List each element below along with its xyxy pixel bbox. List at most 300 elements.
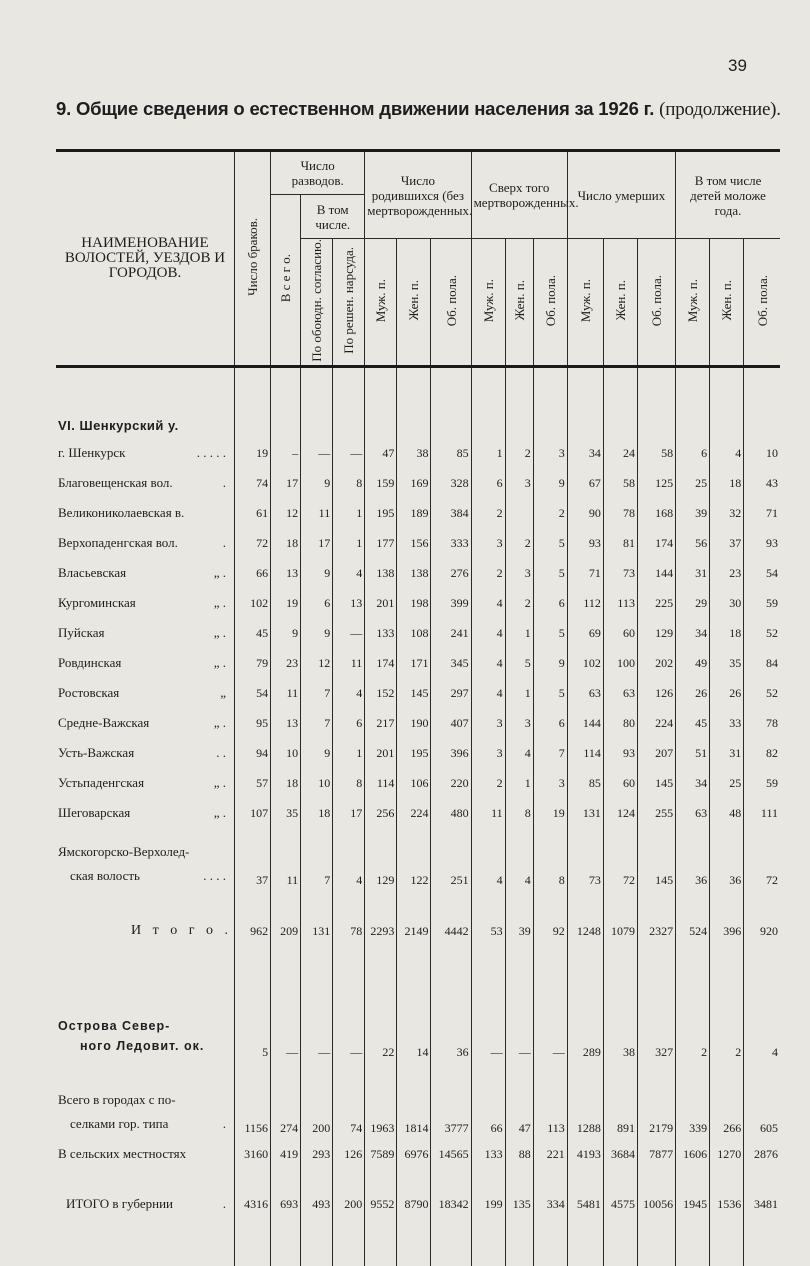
cell-value: 48 (710, 798, 744, 828)
cell-value: 962 (234, 888, 270, 974)
cell-value: 339 (676, 1060, 710, 1136)
cell-value: 34 (676, 768, 710, 798)
header-divorces-incl: В том числе. (301, 195, 365, 239)
row-label: ИТОГО в губернии (66, 1196, 174, 1212)
cell-value: 174 (637, 528, 675, 558)
cell-value: 126 (637, 678, 675, 708)
cell-value: 11 (471, 798, 505, 828)
cell-value: 1 (505, 768, 533, 798)
table-row (56, 708, 780, 738)
table-row (56, 618, 780, 648)
cell-value: 47 (365, 438, 397, 468)
cell-value: 4 (710, 438, 744, 468)
cell-value: 4193 (567, 1136, 603, 1172)
cell-value: — (271, 974, 301, 1060)
cell-value: 6 (471, 468, 505, 498)
cell-value: 131 (301, 888, 333, 974)
cell-value: 209 (271, 888, 301, 974)
cell-value: 4 (471, 648, 505, 678)
cell-value: 56 (676, 528, 710, 558)
cell-value: 145 (397, 678, 431, 708)
cell-value: 399 (431, 588, 471, 618)
header-deaths: Число умерших (567, 151, 675, 239)
cell-value: 7 (533, 738, 567, 768)
header-births-both: Об. пола. (431, 239, 471, 367)
cell-value: 36 (676, 828, 710, 888)
cell-value: 274 (271, 1060, 301, 1136)
cell-value: 45 (676, 708, 710, 738)
cell-value: 224 (397, 798, 431, 828)
title-main: 9. Общие сведения о естественном движении населения за 1926 г. (56, 98, 655, 119)
cell-value: 3 (505, 468, 533, 498)
title-suffix: (продолжение). (659, 99, 781, 120)
row-dots: „ . (213, 595, 226, 611)
cell-value: 195 (365, 498, 397, 528)
header-stillbirths: Сверх того мертворожденных. (471, 151, 567, 239)
header-infants-female: Жен. п. (710, 239, 744, 367)
header-divorces-total: В с е г о. (271, 195, 301, 367)
row-name (56, 438, 234, 468)
cell-value: 13 (271, 558, 301, 588)
cell-value: 9 (301, 468, 333, 498)
cell-value: 7877 (637, 1136, 675, 1172)
cell-value: 13 (333, 588, 365, 618)
row-name (56, 974, 234, 1060)
cell-value: 1814 (397, 1060, 431, 1136)
cell-value: 1 (505, 618, 533, 648)
cell-value: 5 (533, 678, 567, 708)
cell-value: 1270 (710, 1136, 744, 1172)
table-row (56, 558, 780, 588)
row-label: Благовещенская вол. (58, 475, 173, 491)
cell-value: 5481 (567, 1172, 603, 1236)
cell-value: 11 (271, 828, 301, 888)
cell-value: 7 (301, 708, 333, 738)
cell-value: 693 (271, 1172, 301, 1236)
cell-value: 45 (234, 618, 270, 648)
cell-value: 224 (637, 708, 675, 738)
cell-value: — (301, 438, 333, 468)
cell-value: 14 (397, 974, 431, 1060)
cell-value: 4575 (603, 1172, 637, 1236)
header-divorces-mutual: По обоюдн. согласию. (301, 239, 333, 367)
cell-value: 169 (397, 468, 431, 498)
cell-value: 1945 (676, 1172, 710, 1236)
cell-value: 63 (676, 798, 710, 828)
table-body (56, 366, 780, 1266)
cell-value: 2293 (365, 888, 397, 974)
cell-value: — (505, 974, 533, 1060)
cell-value: 1 (471, 438, 505, 468)
cell-value: 3 (533, 438, 567, 468)
cell-value: 334 (533, 1172, 567, 1236)
cell-value: 920 (744, 888, 780, 974)
cell-value: 63 (603, 678, 637, 708)
cell-value: 22 (365, 974, 397, 1060)
cell-value: 25 (710, 768, 744, 798)
row-label: ская волость . . . . (70, 868, 226, 884)
cell-value: 407 (431, 708, 471, 738)
cell-value: 19 (533, 798, 567, 828)
cell-value: 111 (744, 798, 780, 828)
table-row (56, 498, 780, 528)
cell-value: 88 (505, 1136, 533, 1172)
row-name (56, 798, 234, 828)
cell-value: 251 (431, 828, 471, 888)
cell-value: 4 (505, 738, 533, 768)
cell-value: 241 (431, 618, 471, 648)
cell-value: 4 (471, 678, 505, 708)
cell-value: 54 (744, 558, 780, 588)
cell-value: 72 (603, 828, 637, 888)
total-row (56, 888, 780, 974)
row-dots: . (222, 475, 226, 491)
cell-value: 4 (505, 828, 533, 888)
cell-value: 7 (301, 678, 333, 708)
cell-value: 190 (397, 708, 431, 738)
cell-value: 289 (567, 974, 603, 1060)
cell-value: 396 (431, 738, 471, 768)
cell-value: 61 (234, 498, 270, 528)
cell-value: 7589 (365, 1136, 397, 1172)
cell-value: 30 (710, 588, 744, 618)
cell-value: 524 (676, 888, 710, 974)
cell-value: 81 (603, 528, 637, 558)
row-dots: „ . (213, 565, 226, 581)
cell-value: 135 (505, 1172, 533, 1236)
cell-value: 493 (301, 1172, 333, 1236)
cell-value: 4 (744, 974, 780, 1060)
cell-value: 9 (533, 468, 567, 498)
cell-value: 152 (365, 678, 397, 708)
cell-value: 32 (710, 498, 744, 528)
cell-value: 54 (234, 678, 270, 708)
cell-value: 2 (505, 528, 533, 558)
table-row (56, 648, 780, 678)
cell-value: 79 (234, 648, 270, 678)
cell-value: 4 (471, 588, 505, 618)
table-row (56, 798, 780, 828)
row-dots: „ . (213, 805, 226, 821)
cell-value: 199 (471, 1172, 505, 1236)
table-row (56, 438, 780, 468)
cell-value: 18 (271, 768, 301, 798)
cell-value: 17 (333, 798, 365, 828)
row-label: В сельских местностях (58, 1146, 187, 1162)
cell-value: 94 (234, 738, 270, 768)
cell-value: 37 (234, 828, 270, 888)
cell-value: 29 (676, 588, 710, 618)
cell-value: 129 (637, 618, 675, 648)
cities-row (56, 1060, 780, 1136)
row-name (56, 738, 234, 768)
row-name (56, 1136, 234, 1172)
cell-value: 38 (397, 438, 431, 468)
cell-value: 59 (744, 588, 780, 618)
cell-value: 126 (333, 1136, 365, 1172)
cell-value: 82 (744, 738, 780, 768)
cell-value: 4 (333, 558, 365, 588)
cell-value: 5 (533, 618, 567, 648)
cell-value: 129 (365, 828, 397, 888)
cell-value: 2 (471, 558, 505, 588)
cell-value: 73 (603, 558, 637, 588)
cell-value: 177 (365, 528, 397, 558)
header-deaths-both: Об. пола. (637, 239, 675, 367)
cell-value: 114 (365, 768, 397, 798)
cell-value: – (271, 438, 301, 468)
cell-value: 297 (431, 678, 471, 708)
cell-value: 107 (234, 798, 270, 828)
cell-value: 6 (533, 588, 567, 618)
cell-value: 2 (471, 768, 505, 798)
cell-value: 3 (505, 558, 533, 588)
cell-value: 276 (431, 558, 471, 588)
cell-value: 51 (676, 738, 710, 768)
cell-value: 3481 (744, 1172, 780, 1236)
cell-value: 7 (301, 828, 333, 888)
cell-value: 59 (744, 768, 780, 798)
cell-value: 5 (533, 558, 567, 588)
cell-value: 113 (603, 588, 637, 618)
cell-value: 255 (637, 798, 675, 828)
cell-value: 78 (744, 708, 780, 738)
row-label: Верхопаденгская вол. (58, 535, 178, 551)
cell-value: 19 (234, 438, 270, 468)
row-name (56, 768, 234, 798)
cell-value: 144 (567, 708, 603, 738)
cell-value: 52 (744, 618, 780, 648)
row-label: Кургоминская (58, 595, 136, 611)
cell-value: 72 (234, 528, 270, 558)
row-name (56, 708, 234, 738)
cell-value: 201 (365, 588, 397, 618)
cell-value: — (533, 974, 567, 1060)
islands-row (56, 974, 780, 1060)
row-label: Всего в городах с по- (58, 1092, 176, 1108)
cell-value: 37 (710, 528, 744, 558)
cell-value: — (333, 974, 365, 1060)
row-label: Ровдинская (58, 655, 122, 671)
cell-value: 34 (676, 618, 710, 648)
cell-value: 605 (744, 1060, 780, 1136)
province-total-row (56, 1172, 780, 1236)
cell-value: 1288 (567, 1060, 603, 1136)
cell-value: 24 (603, 438, 637, 468)
cell-value: 4 (471, 618, 505, 648)
header-marriages: Число браков. (234, 151, 270, 367)
cell-value: 4442 (431, 888, 471, 974)
cell-value: 3777 (431, 1060, 471, 1136)
cell-value: 73 (567, 828, 603, 888)
cell-value: 39 (676, 498, 710, 528)
cell-value: 57 (234, 768, 270, 798)
cell-value: 49 (676, 648, 710, 678)
cell-value: 138 (365, 558, 397, 588)
cell-value: 8 (333, 768, 365, 798)
cell-value: 11 (301, 498, 333, 528)
cell-value: 93 (567, 528, 603, 558)
cell-value (505, 498, 533, 528)
cell-value: 112 (567, 588, 603, 618)
cell-value: 102 (234, 588, 270, 618)
cell-value: 4 (333, 678, 365, 708)
cell-value: 1 (333, 528, 365, 558)
section-title: VI. Шенкурский у. (56, 412, 234, 438)
table-row-spacer (56, 366, 780, 412)
cell-value: 26 (710, 678, 744, 708)
cell-value: 171 (397, 648, 431, 678)
cell-value: 35 (271, 798, 301, 828)
row-name (56, 618, 234, 648)
table-row (56, 768, 780, 798)
cell-value: 131 (567, 798, 603, 828)
row-label: Ростовская (58, 685, 120, 701)
cell-value: 345 (431, 648, 471, 678)
row-name (56, 678, 234, 708)
cell-value: 480 (431, 798, 471, 828)
cell-value: 60 (603, 618, 637, 648)
cell-value: 5 (533, 528, 567, 558)
cell-value: — (471, 974, 505, 1060)
row-label: Власьевская (58, 565, 127, 581)
cell-value: 39 (505, 888, 533, 974)
cell-value: 10 (271, 738, 301, 768)
cell-value: 144 (637, 558, 675, 588)
cell-value: 189 (397, 498, 431, 528)
cell-value: 256 (365, 798, 397, 828)
cell-value: 1 (333, 738, 365, 768)
cell-value: 2327 (637, 888, 675, 974)
cell-value: 92 (533, 888, 567, 974)
row-dots: „ . (213, 655, 226, 671)
cell-value: 52 (744, 678, 780, 708)
row-dots: . (222, 535, 226, 551)
cell-value: 293 (301, 1136, 333, 1172)
cell-value: 13 (271, 708, 301, 738)
header-name: НАИМЕНОВАНИЕ ВОЛОСТЕЙ, УЕЗДОВ И ГОРОДОВ. (56, 151, 234, 367)
cell-value: 217 (365, 708, 397, 738)
cell-value: 198 (397, 588, 431, 618)
cell-value: 66 (234, 558, 270, 588)
cell-value: 3 (505, 708, 533, 738)
row-label: Великониколаевская в. (58, 505, 185, 521)
cell-value: 207 (637, 738, 675, 768)
table-row (56, 588, 780, 618)
cell-value: 2 (710, 974, 744, 1060)
cell-value: 106 (397, 768, 431, 798)
cell-value: 66 (471, 1060, 505, 1136)
row-name (56, 1060, 234, 1136)
cell-value: 18 (271, 528, 301, 558)
cell-value: 1 (333, 498, 365, 528)
row-label: Пуйская (58, 625, 105, 641)
cell-value: 3 (471, 738, 505, 768)
cell-value: 85 (567, 768, 603, 798)
cell-value: — (301, 974, 333, 1060)
header-infant-deaths: В том числе детей моложе года. (676, 151, 780, 239)
cell-value: 74 (333, 1060, 365, 1136)
row-name (56, 498, 234, 528)
page-title (56, 98, 796, 121)
cell-value: 124 (603, 798, 637, 828)
cell-value: 221 (533, 1136, 567, 1172)
cell-value: 2 (505, 588, 533, 618)
cell-value: 5 (234, 974, 270, 1060)
cell-value: 6976 (397, 1136, 431, 1172)
cell-value: 9 (301, 738, 333, 768)
header-deaths-male: Муж. п. (567, 239, 603, 367)
cell-value: 10 (744, 438, 780, 468)
cell-value: 3160 (234, 1136, 270, 1172)
cell-value: 78 (333, 888, 365, 974)
cell-value: 2179 (637, 1060, 675, 1136)
cell-value: 3684 (603, 1136, 637, 1172)
cell-value: 95 (234, 708, 270, 738)
cell-value: 78 (603, 498, 637, 528)
header-divorces: Число разводов. (271, 151, 365, 195)
cell-value: 34 (567, 438, 603, 468)
cell-value: 159 (365, 468, 397, 498)
row-dots: „ . (213, 715, 226, 731)
cell-value: 9 (533, 648, 567, 678)
cell-value: 38 (603, 974, 637, 1060)
row-name (56, 828, 234, 888)
cell-value: 35 (710, 648, 744, 678)
cell-value: 168 (637, 498, 675, 528)
cell-value: 9552 (365, 1172, 397, 1236)
cell-value: 18342 (431, 1172, 471, 1236)
cell-value: 18 (710, 618, 744, 648)
cell-value: 225 (637, 588, 675, 618)
cell-value: 17 (301, 528, 333, 558)
cell-value: 53 (471, 888, 505, 974)
cell-value: 58 (603, 468, 637, 498)
header-births: Число родившихся (без мертворожденных. (365, 151, 471, 239)
cell-value: 133 (365, 618, 397, 648)
cell-value: 4 (333, 828, 365, 888)
cell-value: 33 (710, 708, 744, 738)
section-row (56, 412, 780, 438)
cell-value: 18 (710, 468, 744, 498)
cell-value: 6 (333, 708, 365, 738)
header-births-female: Жен. п. (397, 239, 431, 367)
row-label: Ямскогорско-Верхолед- (58, 844, 190, 860)
cell-value: 384 (431, 498, 471, 528)
cell-value: 333 (431, 528, 471, 558)
cell-value: 201 (365, 738, 397, 768)
cell-value: 6 (676, 438, 710, 468)
cell-value: 2 (533, 498, 567, 528)
cell-value: 2 (676, 974, 710, 1060)
cell-value: 4316 (234, 1172, 270, 1236)
cell-value: 58 (637, 438, 675, 468)
table-row (56, 738, 780, 768)
cell-value: 266 (710, 1060, 744, 1136)
cell-value: 195 (397, 738, 431, 768)
cell-value: 47 (505, 1060, 533, 1136)
cell-value: 1079 (603, 888, 637, 974)
cell-value: 93 (603, 738, 637, 768)
cell-value: 43 (744, 468, 780, 498)
cell-value: 9 (301, 558, 333, 588)
cell-value: 8 (533, 828, 567, 888)
cell-value: 327 (637, 974, 675, 1060)
cell-value: 63 (567, 678, 603, 708)
cell-value: 14565 (431, 1136, 471, 1172)
cell-value: 72 (744, 828, 780, 888)
row-label: ного Ледовит. ок. (80, 1039, 205, 1054)
